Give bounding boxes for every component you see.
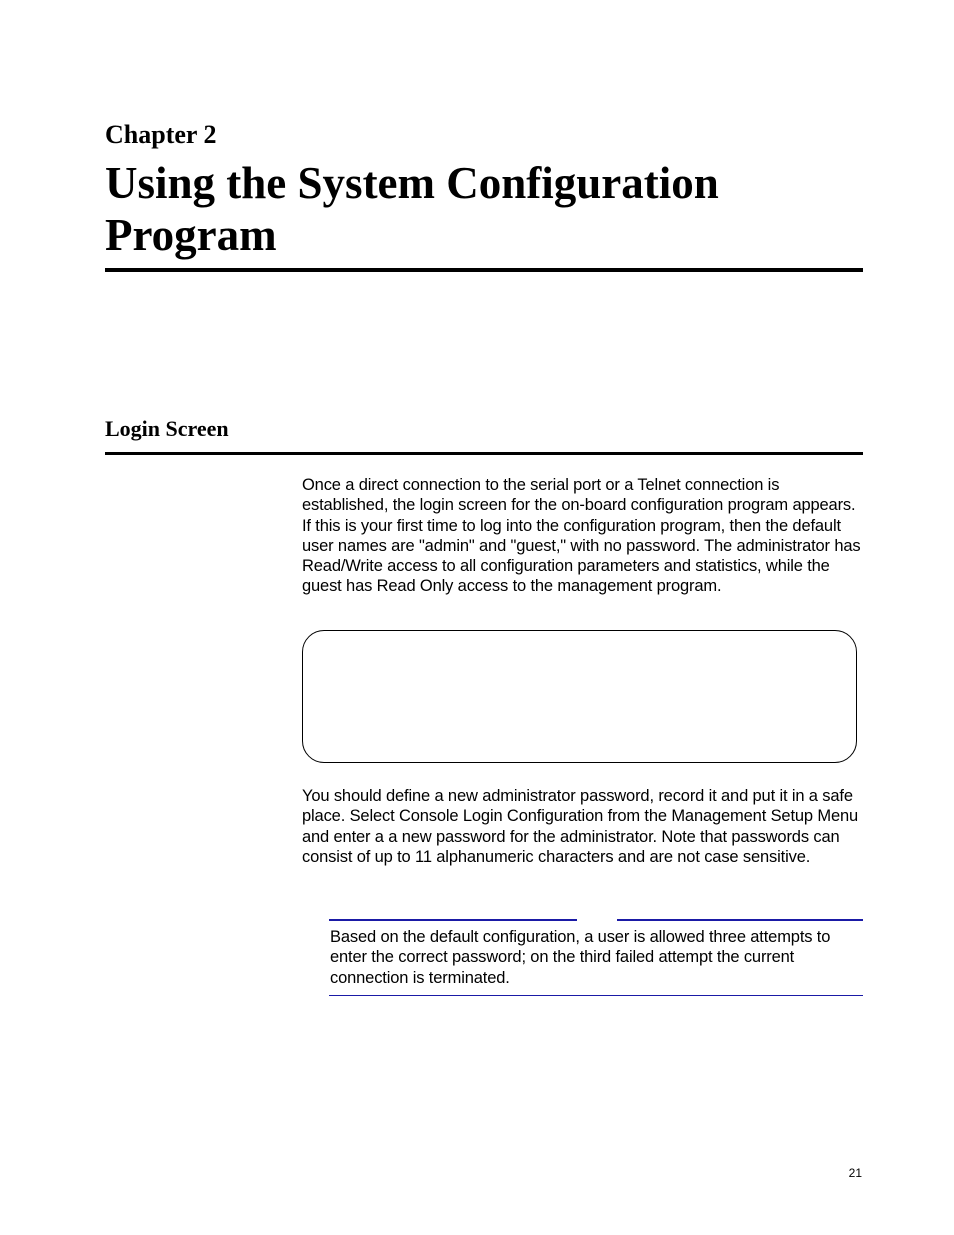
note-top-rule-right (617, 919, 863, 921)
chapter-title: Using the System Configuration Program (105, 158, 719, 260)
page-number: 21 (848, 1166, 862, 1180)
section-divider (105, 452, 863, 455)
password-paragraph: You should define a new administrator password, record it and put it in a safe place. Select Console Login Configuration from the Management Setup Menu and enter a a new password for the administrator. Note that passwords can consist of up to 11 alphanumeric characters and are not case sensitive. (302, 787, 859, 866)
note-top-rule-left (329, 919, 577, 921)
login-screen-figure (302, 630, 857, 763)
note-text: Based on the default configuration, a user is allowed three attempts to enter the correct password; on the third failed attempt the current connection is terminated. (330, 928, 831, 987)
note-bottom-rule (329, 995, 863, 996)
title-divider (105, 268, 863, 272)
section-heading: Login Screen (105, 416, 229, 441)
chapter-label: Chapter 2 (105, 120, 217, 149)
intro-paragraph: Once a direct connection to the serial port or a Telnet connection is established, the login screen for the on-board configuration program appears. If this is your first time to log into the configuration program, then the default user names are "admin" and "guest," with no password. The administrator has Read/Write access to all configuration parameters and statistics, while the guest has Read Only access to the management program. (302, 476, 861, 596)
